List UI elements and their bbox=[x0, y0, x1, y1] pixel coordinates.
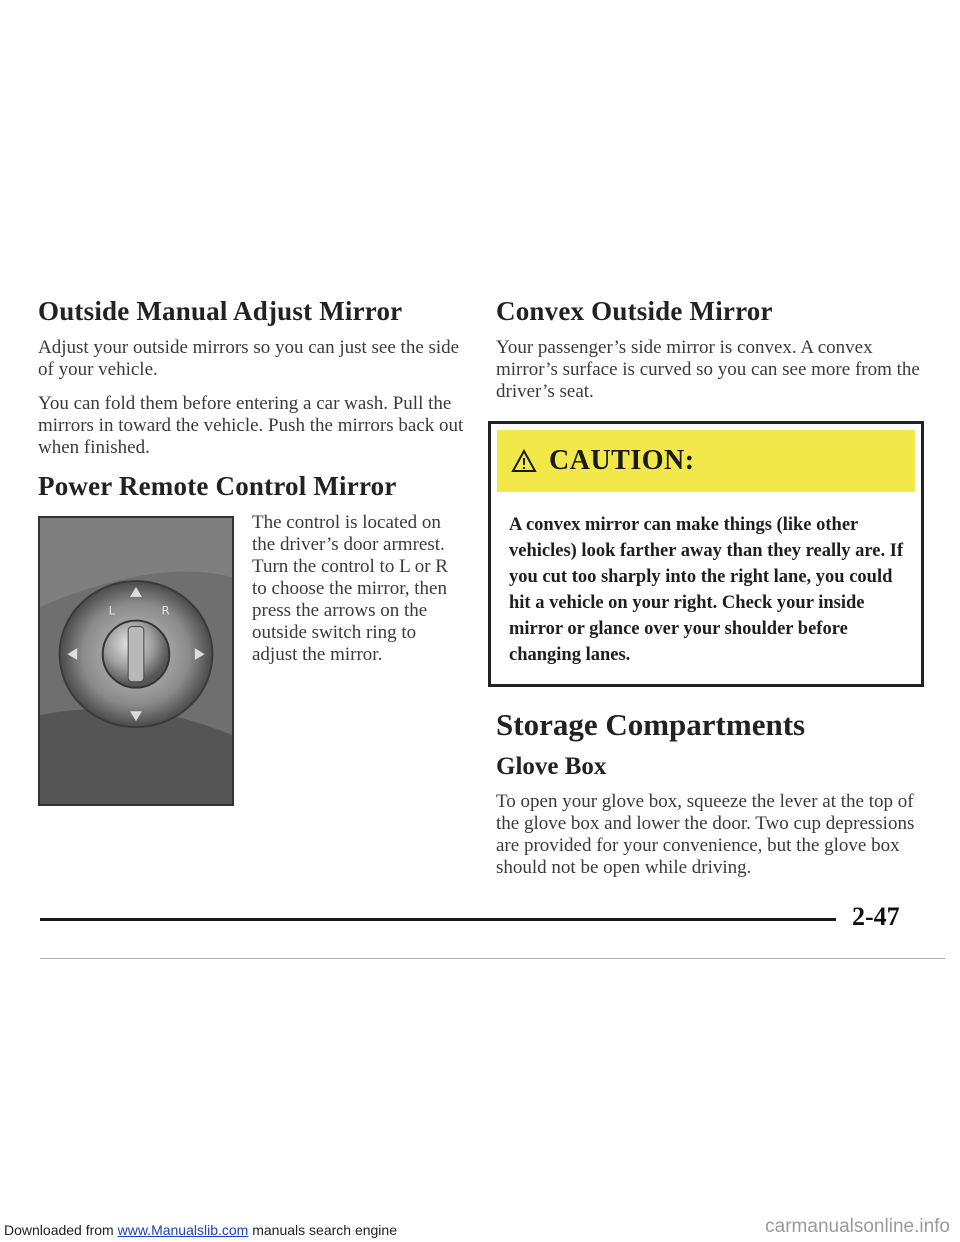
right-column bbox=[496, 296, 926, 891]
caution-box bbox=[488, 421, 924, 687]
power-mirror-heading: Power Remote Control Mirror bbox=[38, 471, 397, 501]
footer-prefix: Downloaded from bbox=[4, 1222, 118, 1238]
convex-mirror-paragraph: Your passenger’s side mirror is convex. A convex mirror’s surface is curved so you can see more from the driver’s seat. bbox=[496, 337, 920, 402]
power-mirror-paragraph: The control is located on the driver’s door armrest. Turn the control to L or R to choose the mirror, then press the arrows on the outside switch ring to adjust the mirror. bbox=[252, 512, 448, 665]
watermark-text: carmanualsonline.info bbox=[765, 1216, 950, 1237]
svg-text:R: R bbox=[161, 603, 170, 618]
manual-mirror-paragraph-2: You can fold them before entering a car wash. Pull the mirrors in toward the vehicle. Push the mirrors back out when finished. bbox=[38, 393, 464, 458]
convex-mirror-heading: Convex Outside Mirror bbox=[496, 296, 773, 326]
caution-title: CAUTION: bbox=[549, 445, 695, 476]
mirror-control-image bbox=[40, 518, 232, 804]
page-rule bbox=[40, 918, 836, 921]
mirror-control-photo bbox=[38, 516, 234, 806]
footer-suffix: manuals search engine bbox=[248, 1222, 397, 1238]
storage-heading: Storage Compartments bbox=[496, 707, 806, 742]
bottom-rule bbox=[40, 958, 945, 959]
power-mirror-section bbox=[38, 512, 466, 666]
glove-box-heading: Glove Box bbox=[496, 753, 607, 780]
caution-text: A convex mirror can make things (like other vehicles) look farther away than they really are. If you cut too sharply into the right lane, you could hit a vehicle on your right. Check your inside mirror or glance over your shoulder before changing lanes. bbox=[509, 515, 904, 665]
svg-text:L: L bbox=[108, 603, 116, 618]
left-column bbox=[38, 296, 466, 666]
manualslib-link[interactable]: www.Manualslib.com bbox=[117, 1222, 249, 1238]
page-number: 2-47 bbox=[852, 902, 900, 931]
manual-mirror-paragraph-1: Adjust your outside mirrors so you can just see the side of your vehicle. bbox=[38, 337, 460, 380]
caution-header bbox=[491, 424, 921, 498]
download-footer bbox=[4, 1222, 397, 1238]
warning-triangle-icon bbox=[511, 449, 537, 473]
manual-mirror-heading: Outside Manual Adjust Mirror bbox=[38, 296, 403, 326]
glove-box-paragraph: To open your glove box, squeeze the lever at the top of the glove box and lower the door. Two cup depressions are provided for your convenience, but the glove box should not be open while driving. bbox=[496, 791, 915, 878]
